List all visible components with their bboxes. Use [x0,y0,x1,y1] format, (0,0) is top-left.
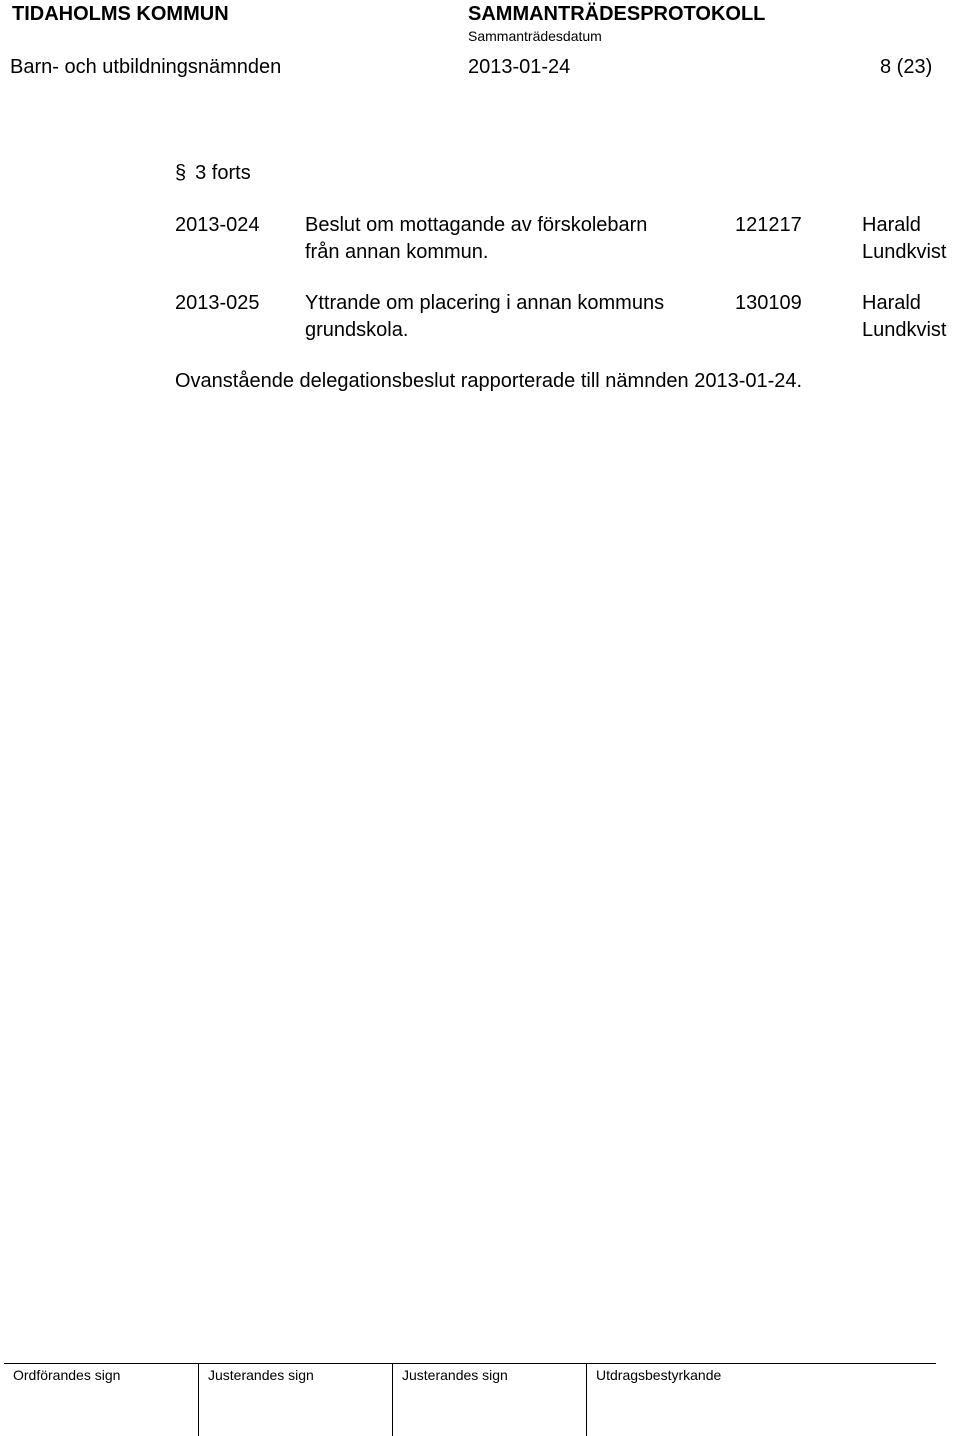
decision-description: Beslut om mottagande av förskolebarn [305,214,648,236]
board-name: Barn- och utbildningsnämnden [10,56,282,78]
decision-number: 2013-024 [175,214,260,236]
meeting-date-label: Sammanträdesdatum [468,28,602,44]
signature-box-adjuster-1 [199,1364,393,1436]
decision-number: 2013-025 [175,292,260,314]
meeting-date: 2013-01-24 [468,56,571,78]
signature-box-chair [4,1364,199,1436]
signature-label: Justerandes sign [208,1367,314,1383]
organization-name: TIDAHOLMS KOMMUN [12,3,229,25]
decision-date: 130109 [735,292,802,314]
decision-signer: Lundkvist [862,241,947,263]
signature-box-certification [587,1364,936,1436]
page-number: 8 (23) [880,56,933,78]
section-label: 3 forts [195,162,251,184]
decision-date: 121217 [735,214,802,236]
signature-label: Justerandes sign [402,1367,508,1383]
decision-description: grundskola. [305,319,409,341]
decision-description: Yttrande om placering i annan kommuns [305,292,665,314]
summary-text: Ovanstående delegationsbeslut rapporterade till nämnden 2013-01-24. [175,370,803,392]
section-heading [175,162,251,185]
decision-signer: Lundkvist [862,319,947,341]
signature-box-adjuster-2 [393,1364,587,1436]
paragraph-symbol: § [175,162,187,184]
document-type: SAMMANTRÄDESPROTOKOLL [468,3,766,25]
signature-label: Utdragsbestyrkande [596,1367,722,1383]
decision-description: från annan kommun. [305,241,489,263]
decision-signer: Harald [862,292,921,314]
decision-signer: Harald [862,214,921,236]
signature-label: Ordförandes sign [13,1367,121,1383]
